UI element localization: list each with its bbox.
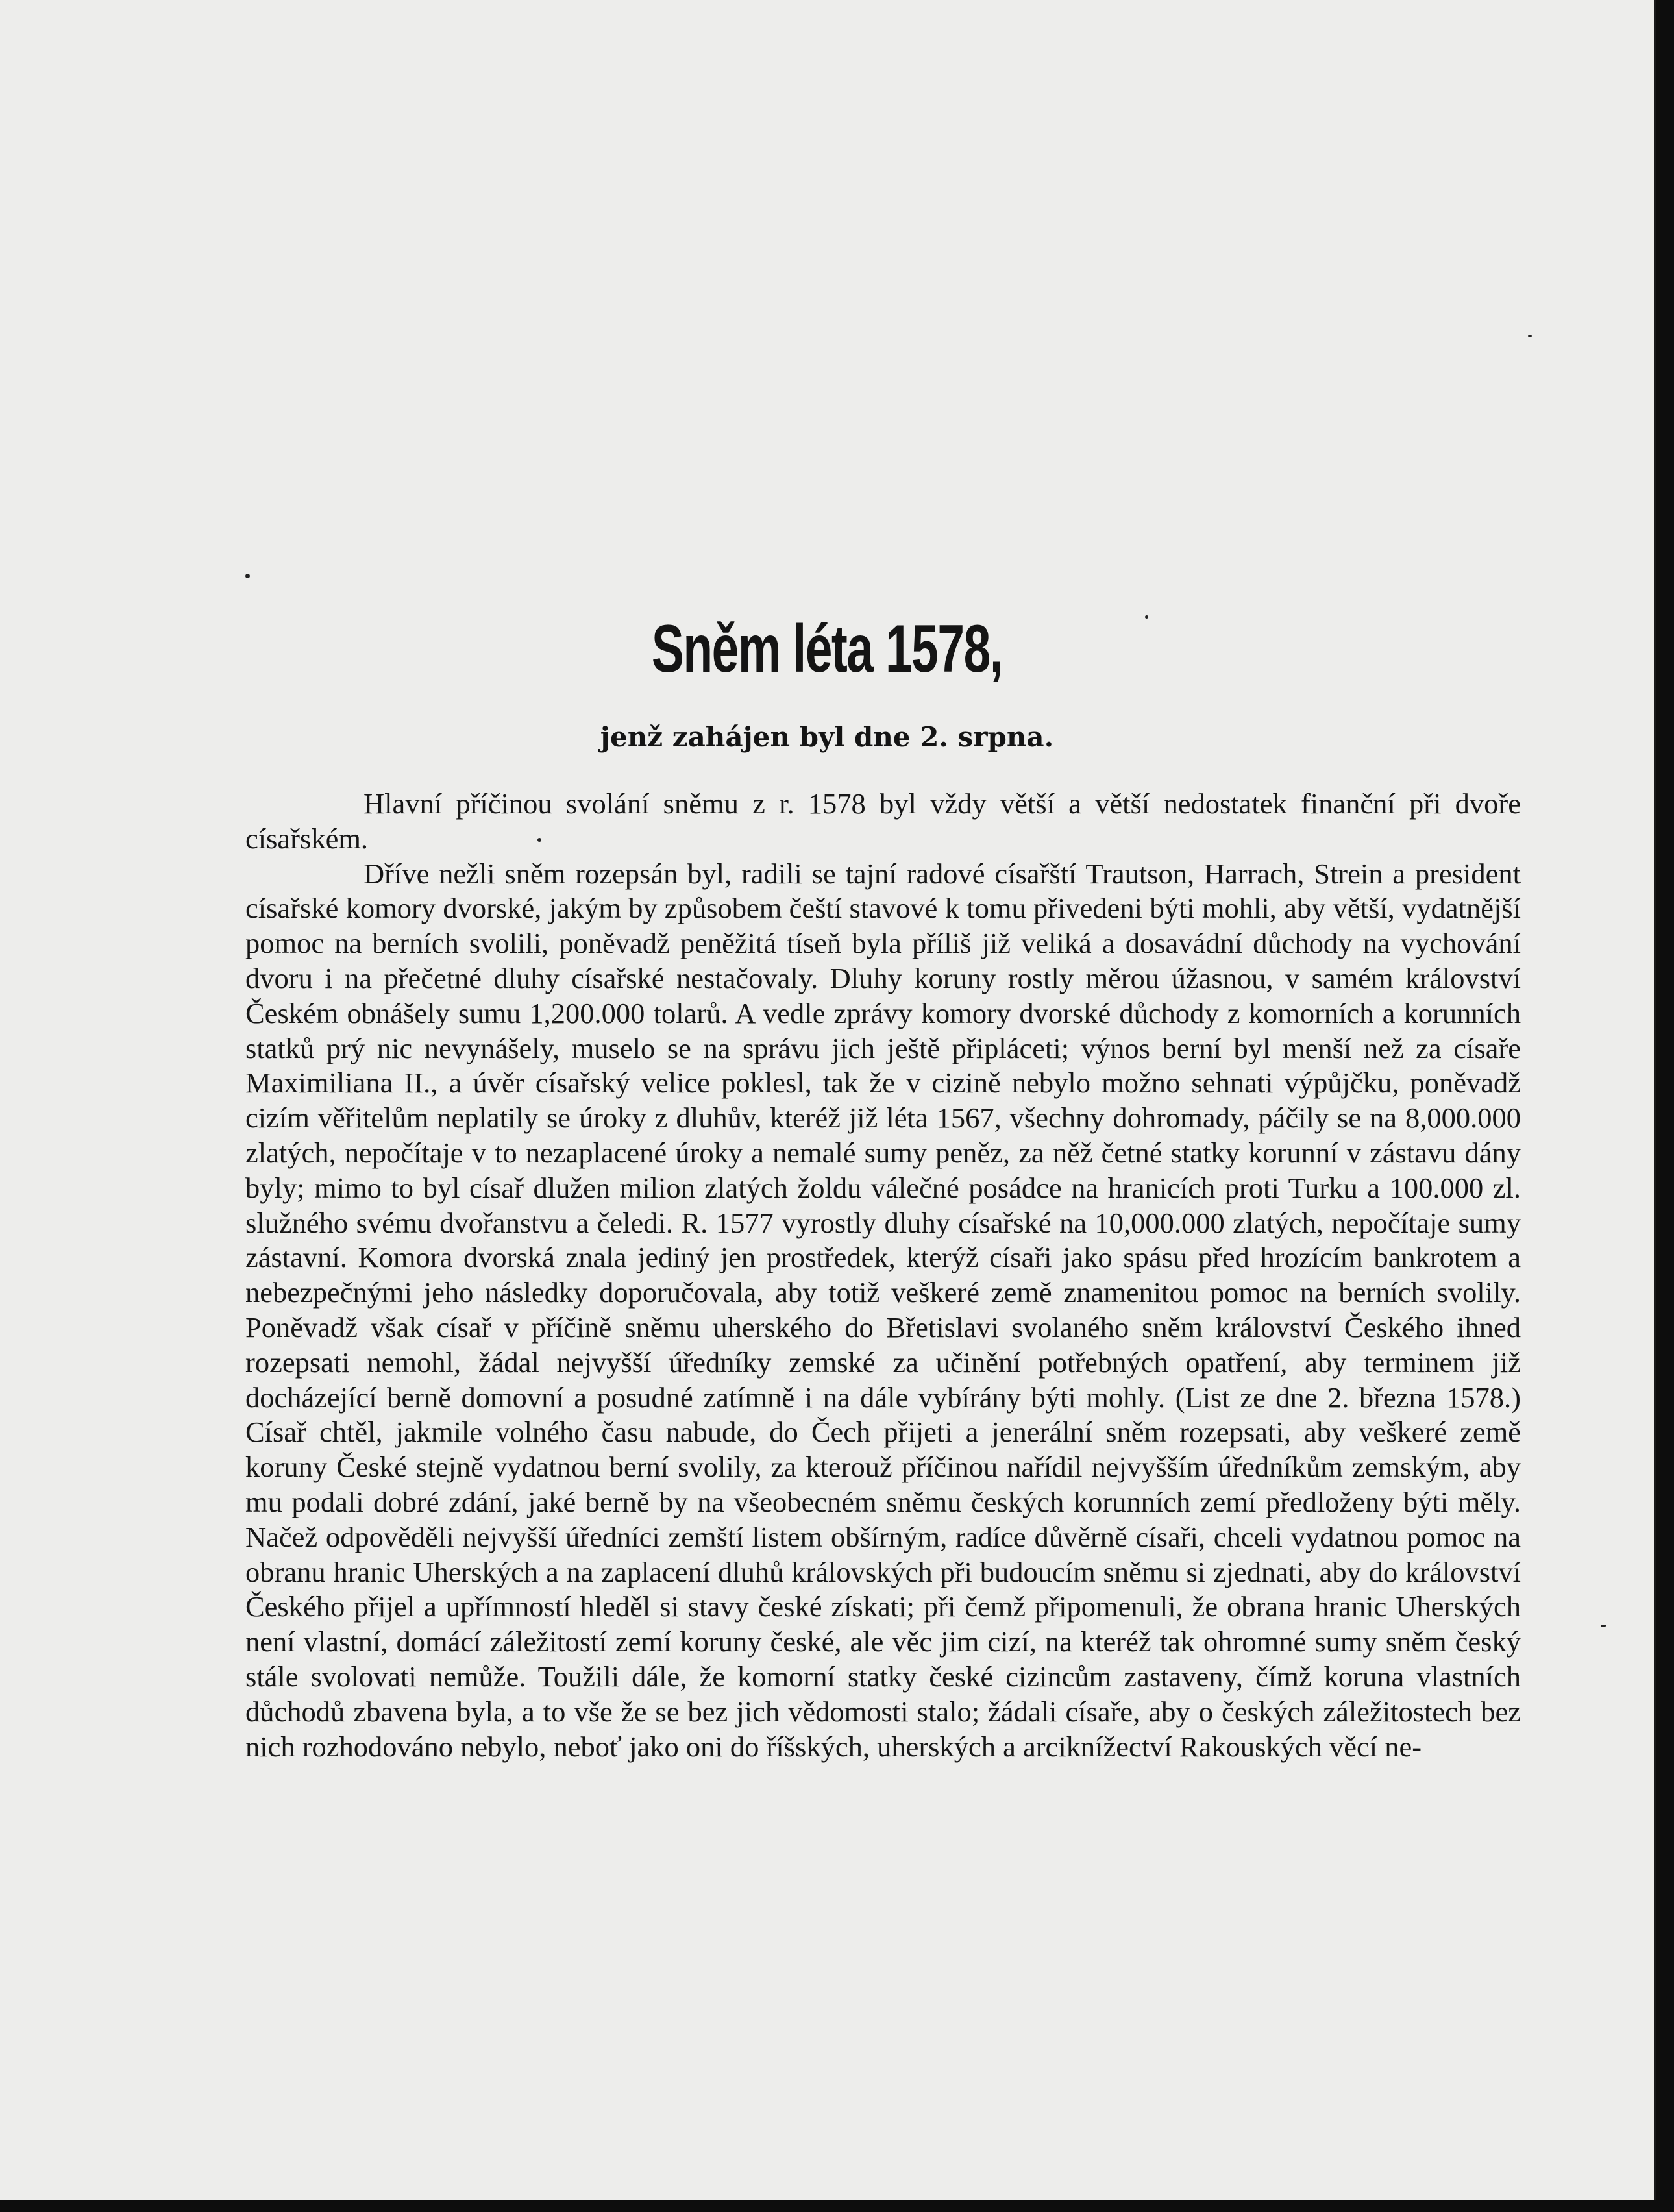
body-text xyxy=(245,787,1521,1764)
paragraph: Hlavní příčinou svolání sněmu z r. 1578 byl vždy větší a větší nedostatek finanční při dvoře císařském. xyxy=(245,787,1521,855)
scan-speck xyxy=(1601,1625,1606,1627)
paragraph: Dříve nežli sněm rozepsán byl, radili se tajní radové císařští Trautson, Harrach, Strein a president císařské komory dvorské, jakým by způsobem čeští stavové k tomu přivedeni býti mohli, aby větší, vydatnější pomoc na berních svolili, poněvadž peněžitá tíseň byla příliš již veliká a dosavádní důchody na vychování dvoru i na přečetné dluhy císařské nestačovaly. Dluhy koruny rostly měrou úžasnou, v samém království Českém obnášely sumu 1,200.000 tolarů. A vedle zprávy komory dvorské důchody z komorních a korunních statků prý nic nevynášely, muselo se na správu jich ještě připláceti; výnos berní byl menší než za císaře Maximiliana II., a úvěr císařský velice poklesl, tak že v cizině nebylo možno sehnati výpůjčku, poněvadž cizím věřitelům neplatily se úroky z dluhův, kteréž již léta 1567, všechny dohromady, páčily se na 8,000.000 zlatých, nepočítaje v to nezaplacené úroky a nemalé sumy peněz, za něž četné statky korunní v zástavu dány byly; mimo to byl císař dlužen milion zlatých žoldu válečné posádce na hranicích proti Turku a 100.000 zl. služného svému dvořanstvu a čeledi. R. 1577 vyrostly dluhy císařské na 10,000.000 zlatých, nepočítaje sumy zástavní. Komora dvorská znala jediný jen prostředek, kterýž císaři jako spásu před hrozícím bankrotem a nebezpečnými jeho následky doporučovala, aby totiž veškeré země znamenitou pomoc na berních svolily. Poněvadž však císař v příčině sněmu uherského do Břetislavi svolaného sněm království Českého ihned rozepsati nemohl, žádal nejvyšší úředníky zemské za učinění potřebných opatření, aby terminem již docházející berně domovní a posudné zatímně i na dále vybírány býti mohly. (List ze dne 2. března 1578.) Císař chtěl, jakmile volného času nabude, do Čech přijeti a jenerální sněm rozepsati, aby veškeré země koruny České stejně vydatnou berní svolily, za kterouž příčinou nařídil nejvyšším úředníkům zemským, aby mu podali dobré zdání, jaké berně by na všeobecném sněmu českých korunních zemí předloženy býti měly. Načež odpověděli nejvyšší úředníci zemští listem obšírným, radíce důvěrně císaři, chceli vydatnou pomoc na obranu hranic Uherských a na zaplacení dluhů královských při budoucím sněmu si zjednati, aby do království Českého přijel a upřímností hleděl si stavy české získati; při čemž připomenuli, že obrana hranic Uherských není vlastní, domácí záležitostí zemí koruny české, ale věc jim cizí, na kteréž tak ohromné sumy sněm český stále svolovati nemůže. Toužili dále, že komorní statky české cizincům zastaveny, čímž koruna vlastních důchodů zbavena byla, a to vše že se bez jich vědomosti stalo; žádali císaře, aby o českých záležitostech bez nich rozhodováno nebylo, neboť jako oni do říšských, uherských a arciknížectví Rakouských věcí ne- xyxy=(245,857,1521,1763)
scan-speck xyxy=(245,574,250,578)
page-subtitle: jenž zahájen byl dne 2. srpna. xyxy=(600,721,1054,753)
scan-speck xyxy=(1528,335,1532,337)
page-title: Sněm léta 1578, xyxy=(651,611,1003,687)
